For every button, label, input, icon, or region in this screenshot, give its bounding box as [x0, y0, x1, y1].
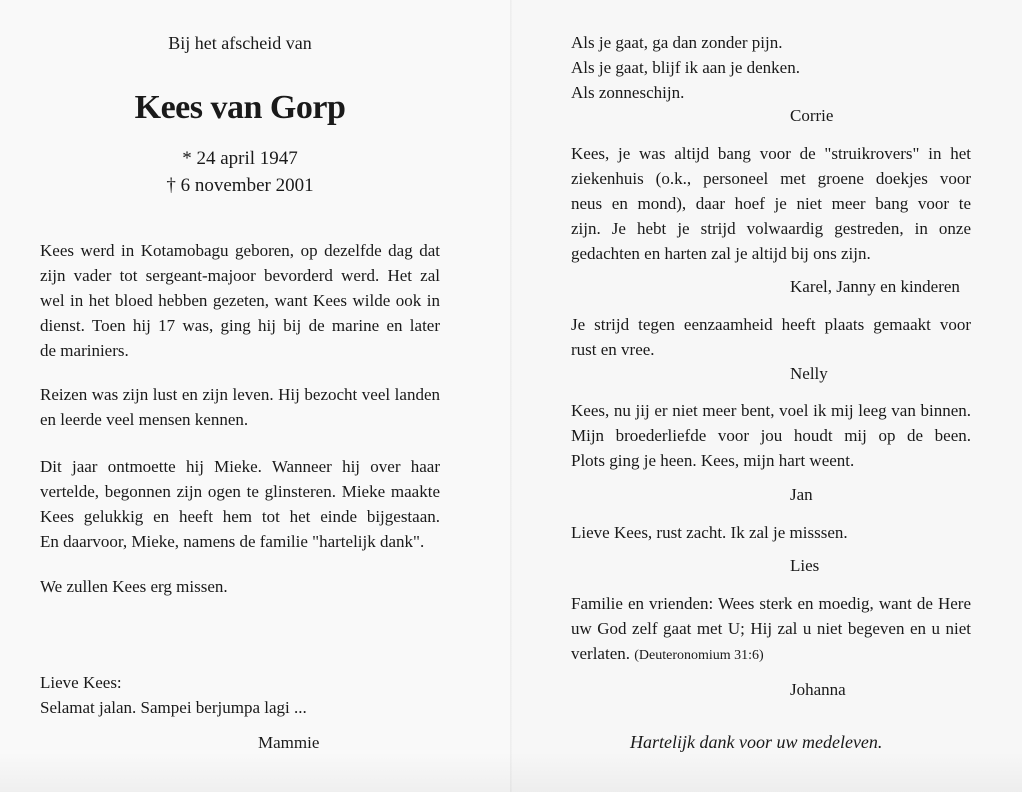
- text-line: Plots ging je heen. Kees, mijn hart weent.: [571, 451, 855, 470]
- signature-nelly: Nelly: [790, 364, 828, 383]
- signature-mammie: Mammie: [258, 733, 320, 752]
- text-line: Familie en vrienden: Wees sterk en moedig, want de Here: [571, 594, 971, 613]
- miss-paragraph: [40, 574, 440, 599]
- text-line: uw God zelf gaat met U; Hij zal u niet begeven en u niet: [571, 619, 971, 638]
- text-line: ziekenhuis (o.k., personeel met groene doekjes voor: [571, 169, 971, 188]
- message-lies: [571, 520, 971, 545]
- text-line: Kees, nu jij er niet meer bent, voel ik mij leeg van binnen.: [571, 401, 971, 420]
- farewell-paragraph: [40, 670, 440, 720]
- text-line: [571, 641, 971, 668]
- signature-karel: Karel, Janny en kinderen: [790, 277, 960, 296]
- text-line: En daarvoor, Mieke, namens de familie "hartelijk dank".: [40, 532, 425, 551]
- text-line: en leerde veel mensen kennen.: [40, 410, 249, 429]
- text-line: Kees werd in Kotamobagu geboren, op dezelfde dag dat: [40, 241, 440, 260]
- message-johanna: [571, 591, 971, 668]
- text-line: zijn vader tot sergeant-majoor bevorderd werd. Het zal: [40, 266, 440, 285]
- signature-corrie: Corrie: [790, 106, 834, 125]
- text-line: Kees gelukkig en heeft hem tot het einde bijgestaan.: [40, 507, 440, 526]
- message-jan: [571, 398, 971, 473]
- right-page: [511, 0, 1022, 792]
- text-line: Als je gaat, ga dan zonder pijn.: [571, 33, 783, 52]
- text-line: Lieve Kees:: [40, 673, 122, 692]
- biography-paragraph: [40, 238, 440, 363]
- text-line: Reizen was zijn lust en zijn leven. Hij bezocht veel landen: [40, 385, 440, 404]
- text-line: Mijn broederliefde voor jou houdt mij op de been.: [571, 426, 971, 445]
- signature-johanna: Johanna: [790, 680, 846, 699]
- death-date: † 6 november 2001: [166, 175, 314, 196]
- travel-paragraph: [40, 382, 440, 432]
- text-segment: verlaten.: [571, 644, 630, 663]
- text-line: Je strijd tegen eenzaamheid heeft plaats gemaakt voor: [571, 315, 971, 334]
- text-line: rust en vree.: [571, 340, 655, 359]
- bible-reference: (Deuteronomium 31:6): [634, 648, 764, 663]
- message-corrie: [571, 30, 971, 105]
- text-line: dienst. Toen hij 17 was, ging hij bij de marine en later: [40, 316, 440, 335]
- text-line: We zullen Kees erg missen.: [40, 577, 228, 596]
- text-line: zijn. Je hebt je strijd volwaardig gestreden, in onze: [571, 219, 971, 238]
- text-line: Als je gaat, blijf ik aan je denken.: [571, 58, 800, 77]
- text-line: Als zonneschijn.: [571, 83, 685, 102]
- text-line: de mariniers.: [40, 341, 129, 360]
- text-line: wel in het bloed hebben gezeten, want Kees wilde ook in: [40, 291, 440, 310]
- text-line: Kees, je was altijd bang voor de "struikrovers" in het: [571, 144, 971, 163]
- scan-shadow: [0, 752, 1022, 792]
- intro-text: Bij het afscheid van: [168, 33, 312, 53]
- message-karel: [571, 141, 971, 266]
- signature-lies: Lies: [790, 556, 820, 575]
- text-line: gedachten en harten zal je altijd bij ons zijn.: [571, 244, 871, 263]
- signature-jan: Jan: [790, 485, 813, 504]
- page-fold: [510, 0, 512, 792]
- text-line: vertelde, begonnen zijn ogen te glinsteren. Mieke maakte: [40, 482, 440, 501]
- birth-date: * 24 april 1947: [182, 148, 298, 169]
- text-line: Dit jaar ontmoette hij Mieke. Wanneer hij over haar: [40, 457, 440, 476]
- text-line: Lieve Kees, rust zacht. Ik zal je misssen.: [571, 523, 848, 542]
- closing-thanks: Hartelijk dank voor uw medeleven.: [630, 732, 883, 752]
- deceased-name: Kees van Gorp: [134, 89, 346, 126]
- text-line: Selamat jalan. Sampei berjumpa lagi ...: [40, 698, 307, 717]
- message-nelly: [571, 312, 971, 362]
- mieke-paragraph: [40, 454, 440, 554]
- text-line: neus en mond), daar hoef je niet meer bang voor te: [571, 194, 971, 213]
